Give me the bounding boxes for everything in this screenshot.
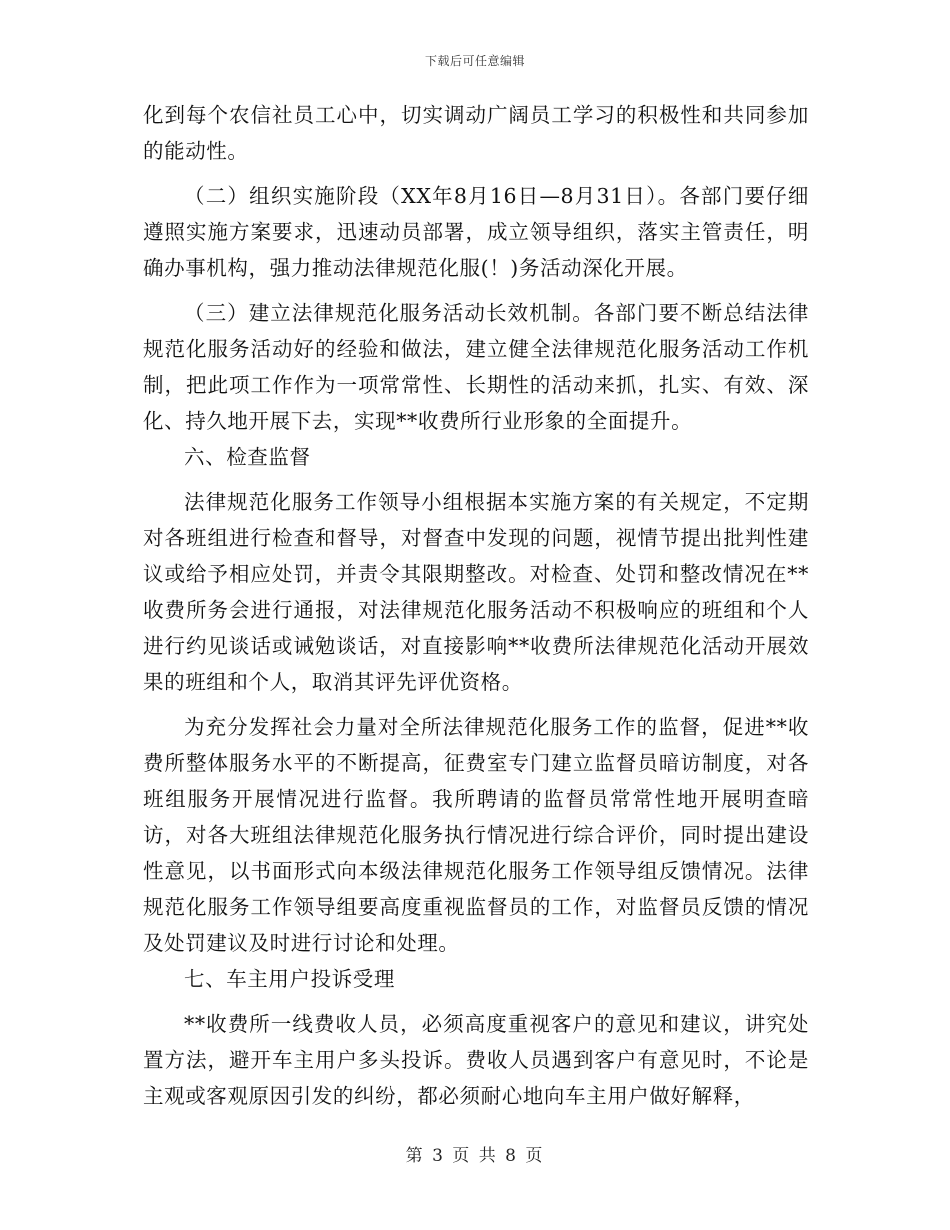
paragraph-continuation: 化到每个农信社员工心中，切实调动广阔员工学习的积极性和共同参加的能动性。 — [143, 103, 809, 163]
paragraph-complaints: **收费所一线费收人员，必须高度重视客户的意见和建议，讲究处置方法，避开车主用户多头投诉。费收人员遇到客户有意见时，不论是主观或客观原因引发的纠纷，都必须耐心地向车主用户做好解释， — [143, 1012, 809, 1108]
section-heading-inspection: 六、检查监督 — [184, 445, 311, 469]
page-header-note: 下载后可任意编辑 — [424, 54, 525, 68]
paragraph-implementation-phase: （二）组织实施阶段（XX年8月16日—8月31日）。各部门要仔细遵照实施方案要求，迅速动员部署，成立领导组织，落实主管责任，明确办事机构，强力推动法律规范化服(！)务活动深化开展。 — [143, 184, 809, 280]
paragraph-long-term-mechanism: （三）建立法律规范化服务活动长效机制。各部门要不断总结法律规范化服务活动好的经验和做法，建立健全法律规范化服务活动工作机制，把此项工作作为一项常常性、长期性的活动来抓，扎实、有效、深化、持久地开展下去，实现**收费所行业形象的全面提升。 — [143, 301, 809, 433]
paragraph-inspection: 法律规范化服务工作领导小组根据本实施方案的有关规定，不定期对各班组进行检查和督导，对督查中发现的问题，视情节提出批判性建议或给予相应处罚，并责令其限期整改。对检查、处罚和整改情况在**收费所务会进行通报，对法律规范化服务活动不积极响应的班组和个人进行约见谈话或诫勉谈话，对直接影响**收费所法律规范化活动开展效果的班组和个人，取消其评先评优资格。 — [143, 490, 809, 694]
page-number: 第 3 页 共 8 页 — [405, 1146, 545, 1166]
section-heading-complaints: 七、车主用户投诉受理 — [184, 967, 395, 991]
document-body — [143, 97, 809, 1114]
paragraph-supervisor: 为充分发挥社会力量对全所法律规范化服务工作的监督，促进**收费所整体服务水平的不断提高，征费室专门建立监督员暗访制度，对各班组服务开展情况进行监督。我所聘请的监督员常常性地开展明查暗访，对各大班组法律规范化服务执行情况进行综合评价，同时提出建设性意见，以书面形式向本级法律规范化服务工作领导组反馈情况。法律规范化服务工作领导组要高度重视监督员的工作，对监督员反馈的情况及处罚建议及时进行讨论和处理。 — [143, 715, 809, 955]
